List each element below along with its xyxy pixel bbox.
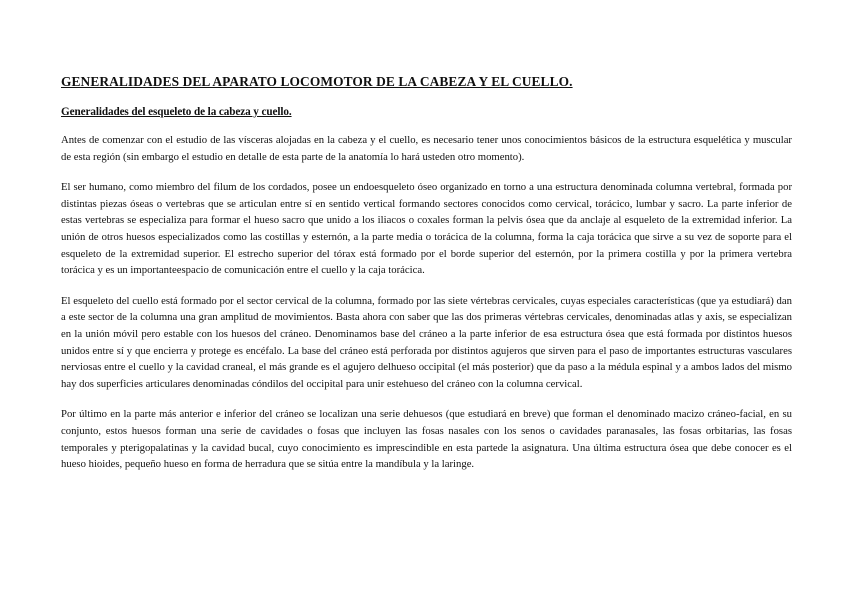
section-subtitle: Generalidades del esqueleto de la cabeza y cuello. xyxy=(61,106,292,118)
paragraph-neck-skeleton: El esqueleto del cuello está formado por el sector cervical de la columna, formado por las siete vértebras cervicales, cuyas especiales características (que ya estudiará) dan a este sector de la columna una gran amplitud de movimientos. Basta ahora con saber que las dos primeras vértebras cervicales, denominadas atlas y axis, se especializan en la unión móvil pero estable con los huesos del cráneo. Denominamos base del cráneo a la parte inferior de esa estructura ósea que está formada por distintos huesos unidos entre sí y que encierra y protege es encéfalo. La base del cráneo está perforada por distintos agujeros que sirven para el paso de importantes estructuras vasculares nerviosas entre el cuello y la cavidad craneal, el más grande es el agujero delhueso occipital (el más posterior) que da paso a la médula espinal y a ambos lados del mismo hay dos superficies articulares denominadas cóndilos del occipital para unir estehueso del cráneo con la columna cervical. xyxy=(61,294,792,390)
paragraph-cranio-facial: Por último en la parte más anterior e inferior del cráneo se localizan una serie dehuesos (que estudiará en breve) que forman el denominado macizo cráneo-facial, en su conjunto, estos huesos forman una serie de cavidades o fosas que incluyen las fosas nasales con los senos o cavidades paranasales, las fosas orbitarias, las fosas temporales y pterigopalatinas y la cavidad bucal, cuyo conocimiento es imprescindible en esta partede la asignatura. Una última estructura ósea que debe conocer es el hueso hioides, pequeño hueso en forma de herradura que se sitúa entre la mandíbula y la laringe. xyxy=(61,408,792,471)
paragraph-vertebral-column: El ser humano, como miembro del filum de los cordados, posee un endoesqueleto óseo organizado en torno a una estructura denominada columna vertebral, formada por distintas piezas óseas o vertebras que se articulan entre sí en sentido vertical formando sectores conocidos como cervical, torácico, lumbar y sacro. La parte inferior de estas vertebras se especializa para formar el hueso sacro que unido a los iliacos o coxales forman la pelvis ósea que da anclaje al esqueleto de la extremidad inferior. La unión de otros huesos especializados como las costillas y esternón, a la parte media o torácica de la columna, forma la caja torácica que sirve a su vez de soporte para el esqueleto de la extremidad superior. El estrecho superior del tórax está formado por el borde superior del esternón, por la primera costilla y por la primera vertebra torácica y es un importanteespacio de comunicación entre el cuello y la caja torácica. xyxy=(61,181,792,277)
paragraph-intro: Antes de comenzar con el estudio de las vísceras alojadas en la cabeza y el cuello, es necesario tener unos conocimientos básicos de la estructura esquelética y muscular de esta región (sin embargo el estudio en detalle de esta parte de la anatomía lo hará usteden otro momento). xyxy=(61,134,792,163)
page-title: GENERALIDADES DEL APARATO LOCOMOTOR DE LA CABEZA Y EL CUELLO. xyxy=(61,74,573,89)
document-page xyxy=(61,74,792,487)
